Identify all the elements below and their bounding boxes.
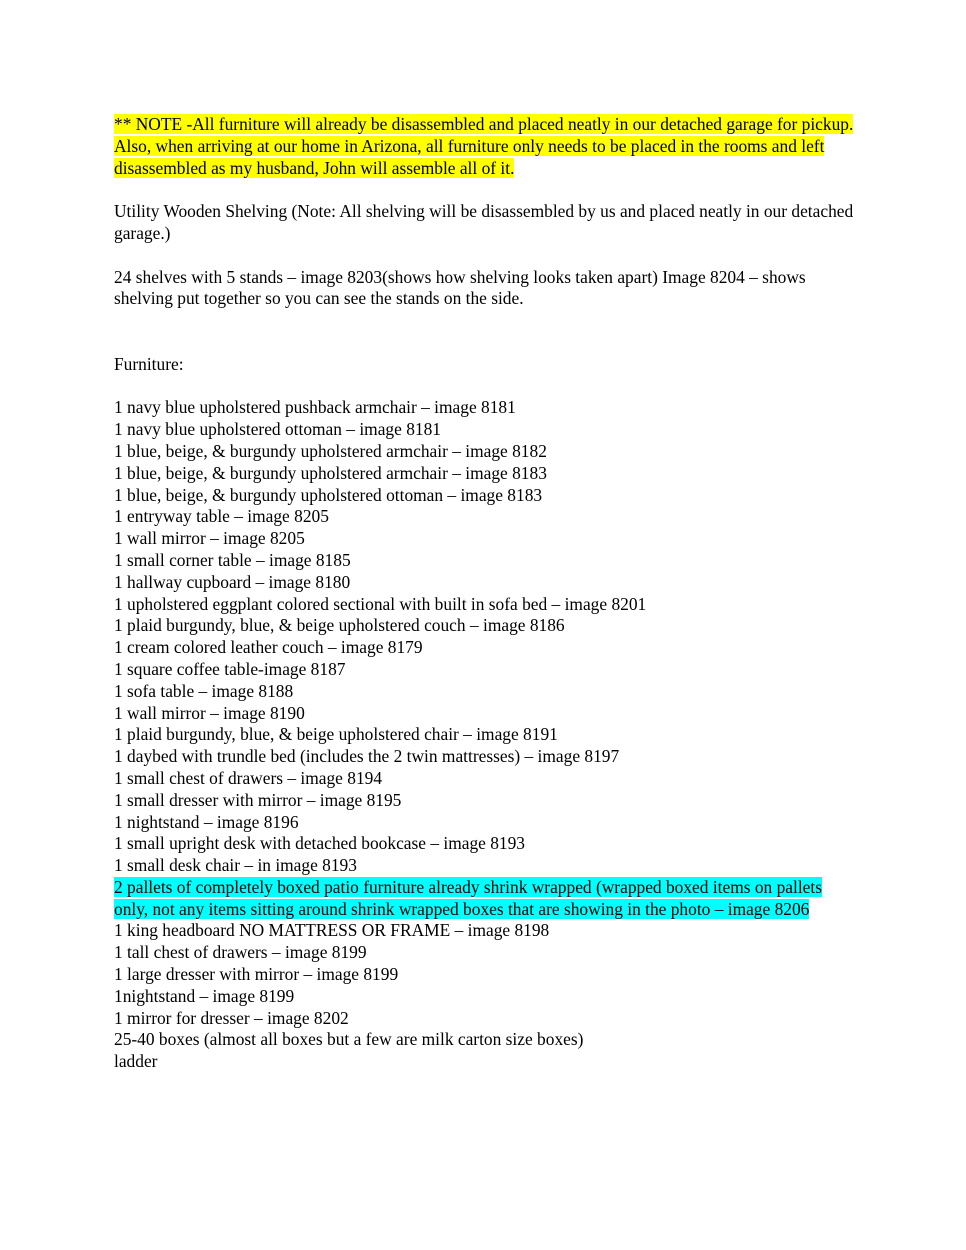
list-item: 1 entryway table – image 8205 (114, 506, 329, 527)
list-item: ladder (114, 1051, 158, 1072)
list-item: 1 small upright desk with detached bookcase – image 8193 (114, 833, 525, 854)
list-item: 1 cream colored leather couch – image 8179 (114, 637, 423, 658)
list-item: 25-40 boxes (almost all boxes but a few are milk carton size boxes) (114, 1029, 584, 1050)
document-page (114, 114, 854, 1073)
list-item: 1 wall mirror – image 8190 (114, 702, 305, 723)
list-item: 1 blue, beige, & burgundy upholstered armchair – image 8182 (114, 440, 547, 461)
list-item: 1 blue, beige, & burgundy upholstered ottoman – image 8183 (114, 484, 543, 505)
list-item: 1 king headboard NO MATTRESS OR FRAME – image 8198 (114, 920, 550, 941)
list-item: 1 small chest of drawers – image 8194 (114, 767, 383, 788)
list-item: 1 small desk chair – in image 8193 (114, 855, 357, 876)
list-item: 1 small corner table – image 8185 (114, 549, 351, 570)
spacer (114, 332, 854, 354)
furniture-list (114, 397, 854, 1073)
list-item: 1 wall mirror – image 8205 (114, 528, 305, 549)
highlighted-list-item (114, 877, 854, 921)
list-item: 1 sofa table – image 8188 (114, 680, 294, 701)
list-item: 1 navy blue upholstered ottoman – image 8181 (114, 419, 441, 440)
furniture-heading: Furniture: (114, 353, 184, 374)
note-paragraph (114, 114, 854, 179)
list-item: 1 plaid burgundy, blue, & beige upholstered chair – image 8191 (114, 724, 558, 745)
list-item: 1 plaid burgundy, blue, & beige upholstered couch – image 8186 (114, 615, 565, 636)
list-item: 1 daybed with trundle bed (includes the 2 twin mattresses) – image 8197 (114, 746, 620, 767)
list-item: 1nightstand – image 8199 (114, 985, 295, 1006)
list-item: 1 small dresser with mirror – image 8195 (114, 789, 402, 810)
list-item: 1 nightstand – image 8196 (114, 811, 299, 832)
list-item: 1 blue, beige, & burgundy upholstered armchair – image 8183 (114, 462, 547, 483)
list-item: 1 mirror for dresser – image 8202 (114, 1007, 349, 1028)
shelving-detail: 24 shelves with 5 stands – image 8203(shows how shelving looks taken apart) Image 8204 – shows shelving put together so you can see the stands on the side. (114, 266, 806, 309)
list-item: 1 large dresser with mirror – image 8199 (114, 964, 399, 985)
list-item: 1 tall chest of drawers – image 8199 (114, 942, 367, 963)
list-item: 1 navy blue upholstered pushback armchair – image 8181 (114, 397, 516, 418)
list-item: 1 square coffee table-image 8187 (114, 658, 346, 679)
list-item: 1 hallway cupboard – image 8180 (114, 571, 351, 592)
shelving-heading: Utility Wooden Shelving (Note: All shelving will be disassembled by us and placed neatly in our detached garage.) (114, 201, 854, 243)
list-item: 1 upholstered eggplant colored sectional with built in sofa bed – image 8201 (114, 593, 647, 614)
note-text: ** NOTE -All furniture will already be disassembled and placed neatly in our detached garage for pickup. Also, when arriving at our home in Arizona, all furniture only needs to be placed in the rooms and left disassembled as my husband, John will assemble all of it. (114, 114, 854, 178)
highlighted-item-text: 2 pallets of completely boxed patio furniture already shrink wrapped (wrapped boxed items on pallets only, not any items sitting around shrink wrapped boxes that are showing in the photo – image 8206 (114, 876, 822, 919)
